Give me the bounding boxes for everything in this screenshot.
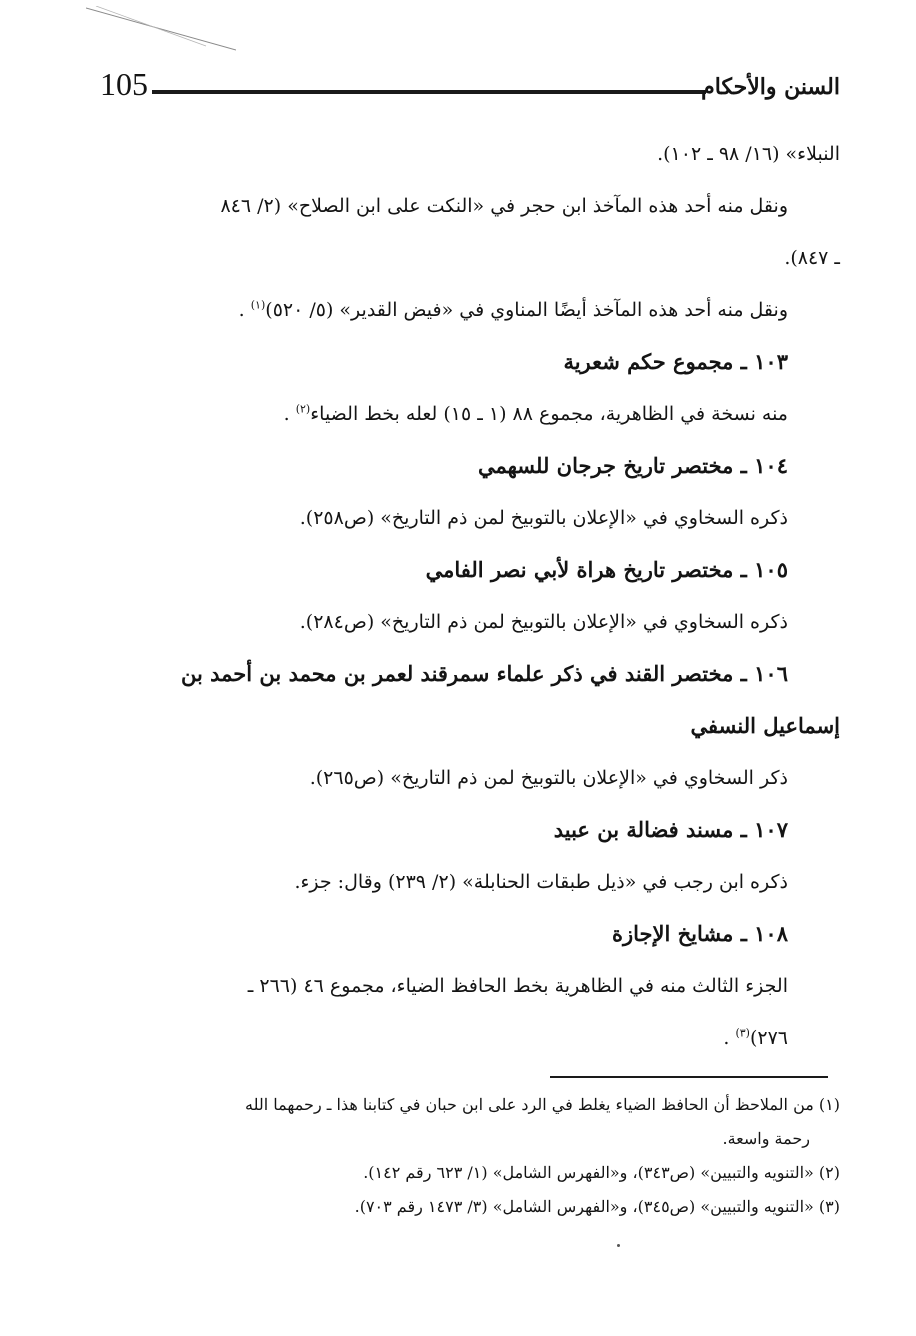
entry-heading: [100, 544, 840, 596]
entry-heading: [100, 700, 840, 752]
line-text: الجزء الثالث منه في الظاهرية بخط الحافظ الضياء، مجموع ٤٦ (٢٦٦ ـ: [247, 975, 788, 997]
footnote-marker: (٣): [735, 1026, 750, 1040]
line-text: ونقل منه أحد هذه المآخذ أيضًا المناوي في «فيض القدير» (٥/ ٥٢٠): [265, 299, 788, 321]
line-text: ٢٧٦): [749, 1027, 788, 1049]
entry-heading: [100, 804, 840, 856]
line-text: إسماعيل النسفي: [690, 713, 840, 738]
footnote-marker: (١): [250, 298, 266, 312]
main-text: [100, 128, 840, 1064]
line-text: ذكره السخاوي في «الإعلان بالتوبيخ لمن ذم التاريخ» (ص٢٥٨).: [299, 507, 788, 529]
line-text: ١٠٥ ـ مختصر تاريخ هراة لأبي نصر الفامي: [425, 557, 788, 582]
footnote: رحمة واسعة.: [722, 1129, 810, 1148]
line-text: ذكر السخاوي في «الإعلان بالتوبيخ لمن ذم التاريخ» (ص٢٦٥).: [309, 767, 788, 789]
line-text: ونقل منه أحد هذه المآخذ ابن حجر في «النكت على ابن الصلاح» (٢/ ٨٤٦: [220, 195, 788, 217]
text-line: [100, 492, 840, 544]
line-text: ـ ٨٤٧).: [784, 247, 840, 269]
line-text: ذكره السخاوي في «الإعلان بالتوبيخ لمن ذم التاريخ» (ص٢٨٤).: [299, 611, 788, 633]
line-text: ذكره ابن رجب في «ذيل طبقات الحنابلة» (٢/ ٢٣٩) وقال: جزء.: [294, 871, 788, 893]
line-text: ١٠٤ ـ مختصر تاريخ جرجان للسهمي: [477, 453, 788, 478]
text-line: [100, 596, 840, 648]
footnotes: [100, 1088, 840, 1224]
text-line: [100, 856, 840, 908]
line-trailing-text: .: [238, 299, 251, 321]
footnote-rule: [550, 1076, 828, 1078]
line-trailing-text: .: [283, 403, 296, 425]
line-trailing-text: .: [723, 1027, 736, 1049]
running-title: السنن والأحكام: [701, 74, 840, 100]
footnote: (١) من الملاحظ أن الحافظ الضياء يغلط في الرد على ابن حبان في كتابنا هذا ـ رحمهما الله: [245, 1095, 840, 1114]
text-line: [100, 752, 840, 804]
footnote: (٢) «التنويه والتبيين» (ص٣٤٣)، و«الفهرس الشامل» (١/ ٦٢٣ رقم ١٤٢).: [363, 1163, 840, 1182]
text-line: [100, 388, 840, 440]
entry-heading: [100, 336, 840, 388]
line-text: ١٠٨ ـ مشايخ الإجازة: [611, 921, 788, 946]
scan-mark: [86, 6, 236, 54]
footnote-marker: (٢): [295, 402, 311, 416]
entry-heading: [100, 440, 840, 492]
text-line: [100, 960, 840, 1012]
line-text: منه نسخة في الظاهرية، مجموع ٨٨ (١ ـ ١٥) لعله بخط الضياء: [310, 403, 788, 425]
scan-speck: [617, 1244, 620, 1247]
line-text: ١٠٣ ـ مجموع حكم شعرية: [563, 349, 788, 374]
entry-heading: [100, 648, 840, 700]
page-number: 105: [100, 66, 148, 102]
header-rule: [152, 90, 706, 94]
entry-heading: [100, 908, 840, 960]
text-line: [100, 232, 840, 284]
footnote: (٣) «التنويه والتبيين» (ص٣٤٥)، و«الفهرس الشامل» (٣/ ١٤٧٣ رقم ٧٠٣).: [354, 1197, 840, 1216]
text-line: [100, 128, 840, 180]
page-header: [100, 60, 840, 110]
text-line: [100, 180, 840, 232]
line-text: ١٠٧ ـ مسند فضالة بن عبيد: [553, 817, 788, 842]
line-text: النبلاء» (١٦/ ٩٨ ـ ١٠٢).: [657, 143, 840, 165]
line-text: ١٠٦ ـ مختصر القند في ذكر علماء سمرقند لعمر بن محمد بن أحمد بن: [181, 661, 788, 686]
text-line: [100, 284, 840, 336]
text-line: [100, 1012, 840, 1064]
